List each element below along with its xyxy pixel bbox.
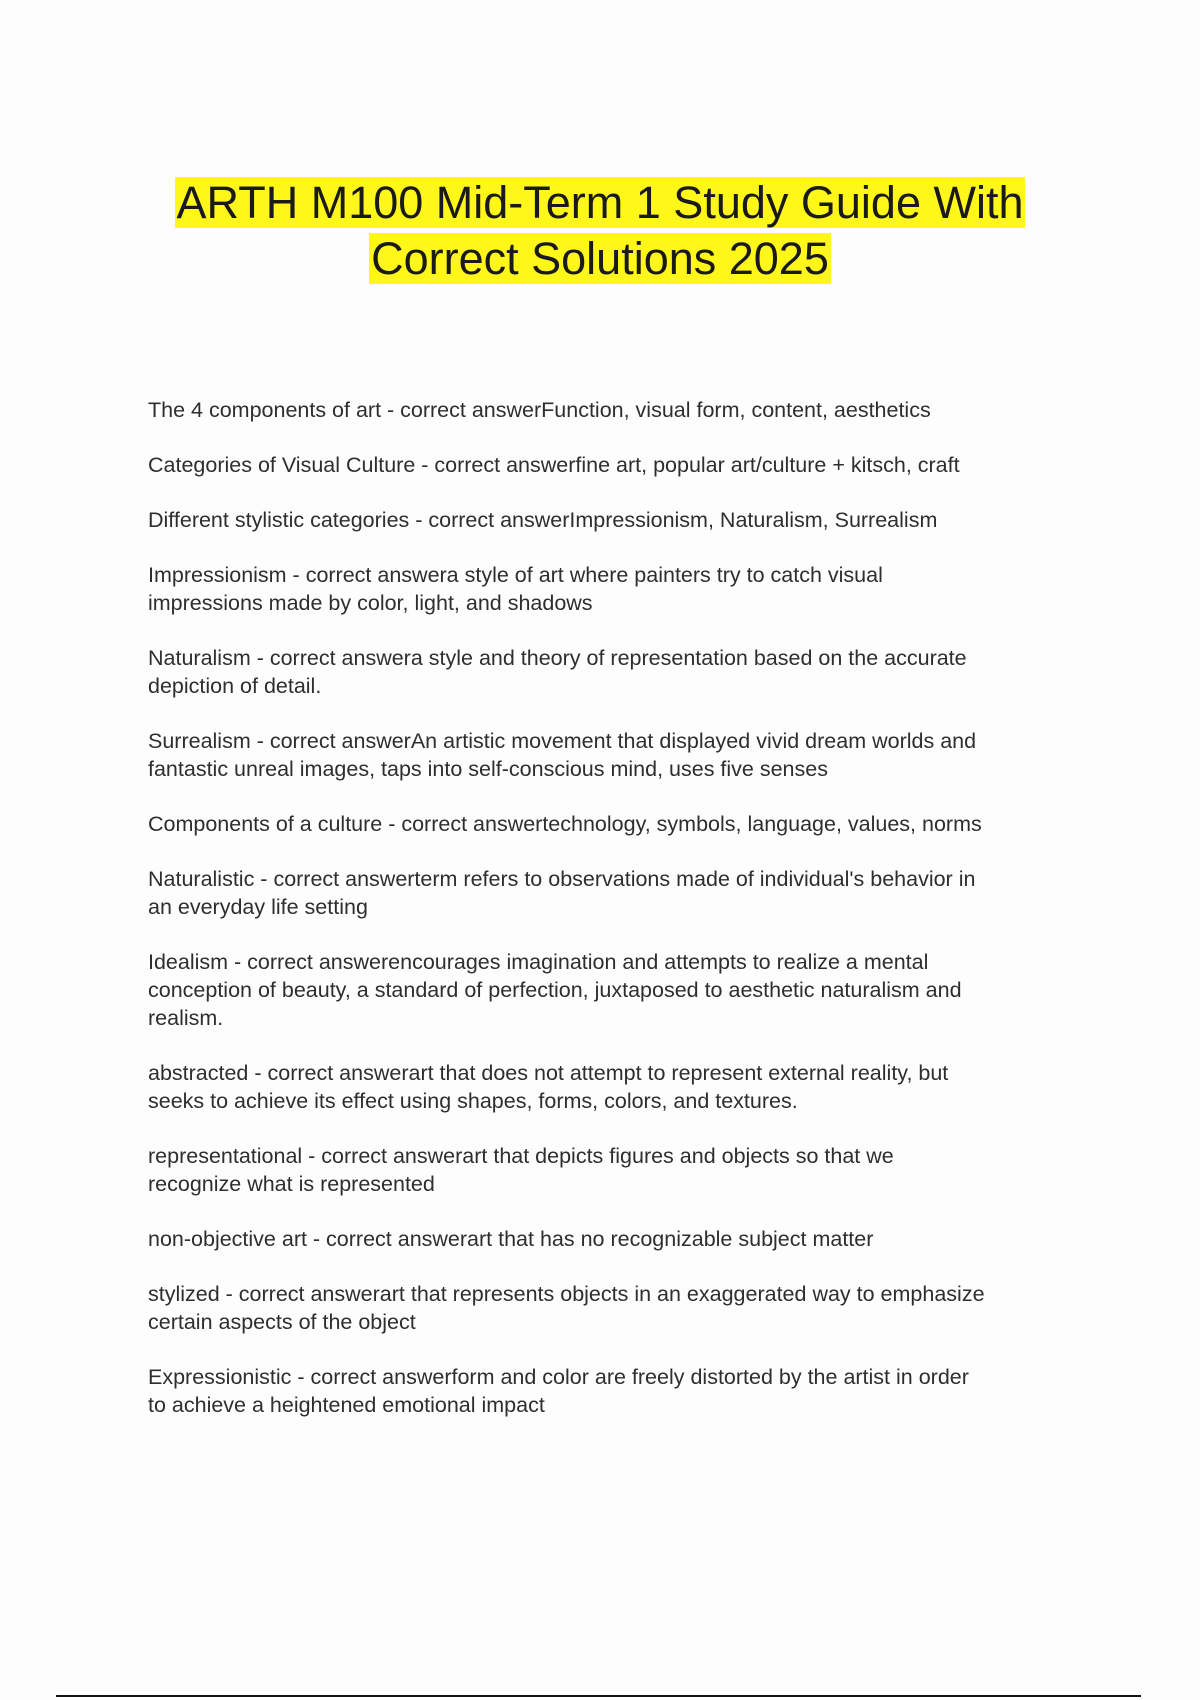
study-item-line: to achieve a heightened emotional impact <box>148 1393 545 1417</box>
study-item-line: Expressionistic - correct answerform and color are freely distorted by the artist in order <box>148 1365 969 1389</box>
study-item <box>148 865 1148 921</box>
study-item-line: Categories of Visual Culture - correct answerfine art, popular art/culture + kitsch, craft <box>148 453 960 477</box>
study-item <box>148 727 1148 783</box>
study-item-line: stylized - correct answerart that represents objects in an exaggerated way to emphasize <box>148 1282 985 1306</box>
study-item-line: recognize what is represented <box>148 1172 435 1196</box>
study-item-line: seeks to achieve its effect using shapes, forms, colors, and textures. <box>148 1089 798 1113</box>
study-item-line: Idealism - correct answerencourages imagination and attempts to realize a mental <box>148 950 929 974</box>
study-item <box>148 810 1148 838</box>
study-item-line: realism. <box>148 1006 224 1030</box>
study-item-line: an everyday life setting <box>148 895 368 919</box>
study-item <box>148 396 1148 424</box>
study-item-line: abstracted - correct answerart that does not attempt to represent external reality, but <box>148 1061 949 1085</box>
study-item-line: Surrealism - correct answerAn artistic movement that displayed vivid dream worlds and <box>148 729 977 753</box>
study-item <box>148 561 1148 617</box>
study-item-line: representational - correct answerart that depicts figures and objects so that we <box>148 1144 894 1168</box>
study-item-line: non-objective art - correct answerart that has no recognizable subject matter <box>148 1227 874 1251</box>
study-guide-items <box>148 396 1148 1446</box>
study-item-line: Impressionism - correct answera style of art where painters try to catch visual <box>148 563 883 587</box>
study-item-line: fantastic unreal images, taps into self-conscious mind, uses five senses <box>148 757 828 781</box>
study-item <box>148 948 1148 1032</box>
study-item <box>148 644 1148 700</box>
study-item <box>148 1225 1148 1253</box>
study-item-line: The 4 components of art - correct answerFunction, visual form, content, aesthetics <box>148 398 931 422</box>
study-item-line: Naturalistic - correct answerterm refers to observations made of individual's behavior in <box>148 867 976 891</box>
study-item <box>148 451 1148 479</box>
study-item-line: Components of a culture - correct answertechnology, symbols, language, values, norms <box>148 812 982 836</box>
study-item-line: Naturalism - correct answera style and theory of representation based on the accurate <box>148 646 967 670</box>
study-item <box>148 1363 1148 1419</box>
page-bottom-rule <box>56 1695 1141 1697</box>
document-title <box>0 175 1200 287</box>
study-item <box>148 1142 1148 1198</box>
study-item-line: impressions made by color, light, and shadows <box>148 591 593 615</box>
study-item <box>148 506 1148 534</box>
study-item <box>148 1059 1148 1115</box>
title-line-2: Correct Solutions 2025 <box>371 233 829 284</box>
study-item-line: conception of beauty, a standard of perfection, juxtaposed to aesthetic naturalism and <box>148 978 962 1002</box>
study-item-line: depiction of detail. <box>148 674 322 698</box>
title-line-1: ARTH M100 Mid-Term 1 Study Guide With <box>176 177 1024 228</box>
study-item <box>148 1280 1148 1336</box>
study-item-line: certain aspects of the object <box>148 1310 416 1334</box>
study-item-line: Different stylistic categories - correct answerImpressionism, Naturalism, Surrealism <box>148 508 938 532</box>
